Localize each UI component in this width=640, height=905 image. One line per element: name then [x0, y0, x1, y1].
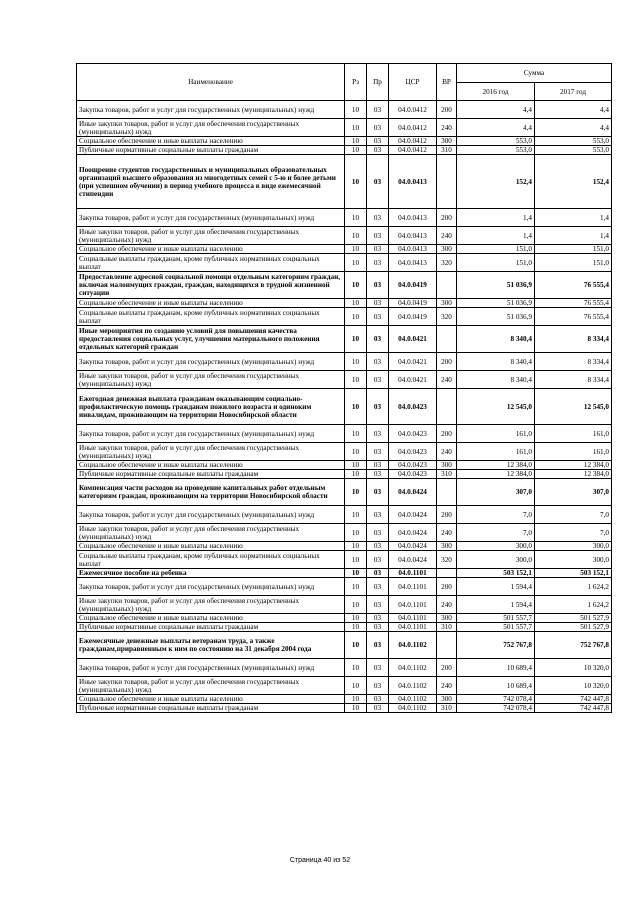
row-pr: 03 — [367, 209, 389, 227]
row-value-2016: 12 545,0 — [457, 389, 535, 425]
row-csr: 04.0.1102 — [389, 695, 437, 704]
row-vr: 300 — [437, 461, 457, 470]
row-value-2016: 8 340,4 — [457, 326, 535, 353]
table-row — [77, 623, 612, 632]
table-row — [77, 155, 612, 209]
row-value-2017: 503 152,1 — [535, 569, 612, 578]
row-name: Социальное обеспечение и иные выплаты населению — [77, 299, 345, 308]
row-name: Социальные выплаты гражданам, кроме публичных нормативных социальных выплат — [77, 254, 345, 272]
table-row — [77, 101, 612, 119]
row-pr: 03 — [367, 227, 389, 245]
table-row — [77, 542, 612, 551]
row-rz: 10 — [345, 254, 367, 272]
row-value-2017: 7,0 — [535, 506, 612, 524]
row-csr: 04.0.0412 — [389, 101, 437, 119]
row-csr: 04.0.0424 — [389, 479, 437, 506]
row-vr: 200 — [437, 101, 457, 119]
table-row — [77, 578, 612, 596]
row-vr: 300 — [437, 542, 457, 551]
budget-document — [76, 63, 611, 713]
row-value-2017: 76 555,4 — [535, 308, 612, 326]
row-value-2016: 503 152,1 — [457, 569, 535, 578]
row-value-2016: 161,0 — [457, 425, 535, 443]
row-value-2016: 161,0 — [457, 443, 535, 461]
table-row — [77, 704, 612, 713]
row-name: Закупка товаров, работ и услуг для государственных (муниципальных) нужд — [77, 209, 345, 227]
row-value-2017: 553,0 — [535, 146, 612, 155]
row-rz: 10 — [345, 632, 367, 659]
row-rz: 10 — [345, 578, 367, 596]
table-row — [77, 119, 612, 137]
row-rz: 10 — [345, 272, 367, 299]
row-pr: 03 — [367, 542, 389, 551]
row-value-2017: 12 384,0 — [535, 470, 612, 479]
row-rz: 10 — [345, 695, 367, 704]
row-csr: 04.0.0413 — [389, 254, 437, 272]
row-vr: 310 — [437, 623, 457, 632]
row-name: Социальное обеспечение и иные выплаты населению — [77, 542, 345, 551]
row-value-2017: 4,4 — [535, 119, 612, 137]
row-name: Иные закупки товаров, работ и услуг для обеспечения государственных (муниципальных) нужд — [77, 524, 345, 542]
row-value-2016: 1,4 — [457, 209, 535, 227]
row-name: Иные закупки товаров, работ и услуг для обеспечения государственных (муниципальных) нужд — [77, 596, 345, 614]
row-value-2016: 300,0 — [457, 551, 535, 569]
row-pr: 03 — [367, 704, 389, 713]
row-csr: 04.0.0423 — [389, 443, 437, 461]
row-vr — [437, 272, 457, 299]
row-rz: 10 — [345, 461, 367, 470]
table-row — [77, 479, 612, 506]
row-name: Социальное обеспечение и иные выплаты населению — [77, 137, 345, 146]
row-csr: 04.0.1102 — [389, 659, 437, 677]
row-value-2016: 10 689,4 — [457, 659, 535, 677]
row-value-2016: 1 594,4 — [457, 596, 535, 614]
row-value-2017: 10 320,0 — [535, 659, 612, 677]
row-value-2017: 553,0 — [535, 137, 612, 146]
row-value-2016: 501 557,7 — [457, 623, 535, 632]
row-csr: 04.0.0423 — [389, 461, 437, 470]
row-name: Ежегодная денежная выплата гражданам оказывающим социально-профилактическую помощь гражданам пожилого возраста и одиноким инвалидам, проживающим на территории Новосибирской области — [77, 389, 345, 425]
row-pr: 03 — [367, 479, 389, 506]
row-pr: 03 — [367, 578, 389, 596]
row-name: Иные закупки товаров, работ и услуг для обеспечения государственных (муниципальных) нужд — [77, 677, 345, 695]
header-csr: ЦСР — [389, 64, 437, 101]
row-value-2017: 8 334,4 — [535, 371, 612, 389]
row-value-2016: 12 384,0 — [457, 461, 535, 470]
row-csr: 04.0.1101 — [389, 623, 437, 632]
row-csr: 04.0.0412 — [389, 146, 437, 155]
row-vr: 300 — [437, 695, 457, 704]
row-pr: 03 — [367, 443, 389, 461]
row-csr: 04.0.1101 — [389, 569, 437, 578]
row-rz: 10 — [345, 479, 367, 506]
row-pr: 03 — [367, 101, 389, 119]
row-csr: 04.0.1101 — [389, 614, 437, 623]
row-name: Публичные нормативные социальные выплаты гражданам — [77, 470, 345, 479]
table-row — [77, 632, 612, 659]
row-csr: 04.0.0412 — [389, 119, 437, 137]
row-value-2016: 151,0 — [457, 254, 535, 272]
row-rz: 10 — [345, 542, 367, 551]
row-rz: 10 — [345, 569, 367, 578]
row-value-2016: 1,4 — [457, 227, 535, 245]
table-row — [77, 389, 612, 425]
row-value-2016: 4,4 — [457, 119, 535, 137]
row-rz: 10 — [345, 506, 367, 524]
row-value-2017: 76 555,4 — [535, 299, 612, 308]
row-rz: 10 — [345, 470, 367, 479]
row-vr: 200 — [437, 209, 457, 227]
row-name: Иные закупки товаров, работ и услуг для обеспечения государственных (муниципальных) нужд — [77, 443, 345, 461]
row-rz: 10 — [345, 425, 367, 443]
row-value-2017: 501 527,9 — [535, 623, 612, 632]
row-rz: 10 — [345, 614, 367, 623]
row-rz: 10 — [345, 101, 367, 119]
row-vr: 200 — [437, 425, 457, 443]
row-csr: 04.0.1102 — [389, 632, 437, 659]
row-pr: 03 — [367, 308, 389, 326]
row-vr: 240 — [437, 443, 457, 461]
row-csr: 04.0.0423 — [389, 425, 437, 443]
row-rz: 10 — [345, 326, 367, 353]
header-name: Наименование — [77, 64, 345, 101]
table-row — [77, 353, 612, 371]
row-vr: 310 — [437, 704, 457, 713]
row-vr: 240 — [437, 596, 457, 614]
row-pr: 03 — [367, 677, 389, 695]
row-name: Иные закупки товаров, работ и услуг для обеспечения государственных (муниципальных) нужд — [77, 371, 345, 389]
row-name: Социальное обеспечение и иные выплаты населению — [77, 695, 345, 704]
row-vr: 300 — [437, 614, 457, 623]
row-value-2017: 1,4 — [535, 209, 612, 227]
row-pr: 03 — [367, 659, 389, 677]
row-csr: 04.0.0424 — [389, 542, 437, 551]
row-value-2016: 151,0 — [457, 245, 535, 254]
row-value-2016: 300,0 — [457, 542, 535, 551]
row-pr: 03 — [367, 254, 389, 272]
header-sum: Сумма — [457, 64, 612, 83]
row-vr: 240 — [437, 227, 457, 245]
row-value-2016: 307,0 — [457, 479, 535, 506]
row-csr: 04.0.1102 — [389, 704, 437, 713]
row-value-2017: 742 447,8 — [535, 704, 612, 713]
row-name: Компенсация части расходов на проведение капитальных работ отдельным категориям граждан, проживающим на территории Новосибирской области — [77, 479, 345, 506]
row-name: Публичные нормативные социальные выплаты гражданам — [77, 623, 345, 632]
row-csr: 04.0.0413 — [389, 245, 437, 254]
row-rz: 10 — [345, 137, 367, 146]
row-vr: 240 — [437, 119, 457, 137]
row-rz: 10 — [345, 389, 367, 425]
row-value-2016: 501 557,7 — [457, 614, 535, 623]
row-value-2017: 1 624,2 — [535, 596, 612, 614]
table-row — [77, 299, 612, 308]
row-csr: 04.0.0423 — [389, 470, 437, 479]
row-vr: 320 — [437, 551, 457, 569]
row-value-2016: 742 078,4 — [457, 695, 535, 704]
row-pr: 03 — [367, 524, 389, 542]
row-vr: 300 — [437, 299, 457, 308]
row-name: Закупка товаров, работ и услуг для государственных (муниципальных) нужд — [77, 425, 345, 443]
row-value-2017: 76 555,4 — [535, 272, 612, 299]
row-value-2017: 300,0 — [535, 551, 612, 569]
table-row — [77, 326, 612, 353]
page-footer: Страница 40 из 52 — [289, 857, 351, 864]
row-csr: 04.0.0421 — [389, 353, 437, 371]
row-csr: 04.0.0424 — [389, 524, 437, 542]
row-vr — [437, 479, 457, 506]
row-csr: 04.0.0419 — [389, 299, 437, 308]
row-vr: 300 — [437, 137, 457, 146]
row-vr: 200 — [437, 578, 457, 596]
row-value-2017: 742 447,8 — [535, 695, 612, 704]
row-value-2017: 8 334,4 — [535, 326, 612, 353]
row-value-2017: 10 320,0 — [535, 677, 612, 695]
row-value-2016: 10 689,4 — [457, 677, 535, 695]
row-pr: 03 — [367, 695, 389, 704]
row-csr: 04.0.0419 — [389, 272, 437, 299]
row-value-2016: 51 036,9 — [457, 299, 535, 308]
row-csr: 04.0.1102 — [389, 677, 437, 695]
row-pr: 03 — [367, 623, 389, 632]
table-row — [77, 425, 612, 443]
row-rz: 10 — [345, 155, 367, 209]
row-name: Ежемесячные денежные выплаты ветеранам труда, а также гражданам,приравненным к ним по состоянию на 31 декабря 2004 года — [77, 632, 345, 659]
row-value-2016: 4,4 — [457, 101, 535, 119]
table-row — [77, 659, 612, 677]
row-value-2017: 300,0 — [535, 542, 612, 551]
row-pr: 03 — [367, 353, 389, 371]
table-row — [77, 371, 612, 389]
table-row — [77, 254, 612, 272]
row-csr: 04.0.1101 — [389, 578, 437, 596]
row-value-2017: 307,0 — [535, 479, 612, 506]
table-row — [77, 227, 612, 245]
row-name: Социальное обеспечение и иные выплаты населению — [77, 614, 345, 623]
row-value-2017: 752 767,8 — [535, 632, 612, 659]
row-csr: 04.0.0412 — [389, 137, 437, 146]
table-row — [77, 245, 612, 254]
row-value-2016: 51 036,9 — [457, 308, 535, 326]
row-pr: 03 — [367, 632, 389, 659]
row-name: Иные мероприятия по созданию условий для повышения качества предоставления социальных услуг, улучшения материального положения отдельных категорий граждан — [77, 326, 345, 353]
row-value-2017: 4,4 — [535, 101, 612, 119]
table-row — [77, 506, 612, 524]
budget-table — [76, 63, 612, 713]
table-row — [77, 272, 612, 299]
row-vr: 300 — [437, 245, 457, 254]
table-row — [77, 569, 612, 578]
row-csr: 04.0.0423 — [389, 389, 437, 425]
table-row — [77, 614, 612, 623]
row-name: Иные закупки товаров, работ и услуг для обеспечения государственных (муниципальных) нужд — [77, 227, 345, 245]
row-vr: 240 — [437, 524, 457, 542]
row-pr: 03 — [367, 506, 389, 524]
row-csr: 04.0.1101 — [389, 596, 437, 614]
table-row — [77, 146, 612, 155]
header-vr: ВР — [437, 64, 457, 101]
row-vr — [437, 155, 457, 209]
row-rz: 10 — [345, 524, 367, 542]
row-value-2017: 501 527,9 — [535, 614, 612, 623]
table-row — [77, 443, 612, 461]
row-name: Закупка товаров, работ и услуг для государственных (муниципальных) нужд — [77, 506, 345, 524]
row-pr: 03 — [367, 146, 389, 155]
row-pr: 03 — [367, 596, 389, 614]
row-value-2016: 7,0 — [457, 524, 535, 542]
table-row — [77, 677, 612, 695]
header-pr: Пр — [367, 64, 389, 101]
row-vr: 240 — [437, 677, 457, 695]
row-value-2017: 7,0 — [535, 524, 612, 542]
header-2016: 2016 год — [457, 83, 535, 101]
row-pr: 03 — [367, 470, 389, 479]
row-name: Закупка товаров, работ и услуг для государственных (муниципальных) нужд — [77, 578, 345, 596]
row-rz: 10 — [345, 623, 367, 632]
row-vr — [437, 632, 457, 659]
row-vr — [437, 569, 457, 578]
row-pr: 03 — [367, 389, 389, 425]
table-body — [77, 101, 612, 713]
row-value-2016: 51 036,9 — [457, 272, 535, 299]
row-value-2016: 752 767,8 — [457, 632, 535, 659]
header-rz: Рз — [345, 64, 367, 101]
row-name: Социальное обеспечение и иные выплаты населению — [77, 245, 345, 254]
row-pr: 03 — [367, 272, 389, 299]
row-vr — [437, 326, 457, 353]
row-rz: 10 — [345, 596, 367, 614]
row-rz: 10 — [345, 119, 367, 137]
row-value-2017: 161,0 — [535, 443, 612, 461]
row-rz: 10 — [345, 353, 367, 371]
row-value-2016: 553,0 — [457, 146, 535, 155]
row-name: Закупка товаров, работ и услуг для государственных (муниципальных) нужд — [77, 659, 345, 677]
row-pr: 03 — [367, 425, 389, 443]
row-rz: 10 — [345, 308, 367, 326]
table-row — [77, 695, 612, 704]
row-value-2017: 161,0 — [535, 425, 612, 443]
row-csr: 04.0.0424 — [389, 506, 437, 524]
row-value-2017: 8 334,4 — [535, 353, 612, 371]
row-value-2016: 152,4 — [457, 155, 535, 209]
row-pr: 03 — [367, 371, 389, 389]
row-name: Социальное обеспечение и иные выплаты населению — [77, 461, 345, 470]
row-rz: 10 — [345, 704, 367, 713]
row-pr: 03 — [367, 614, 389, 623]
row-pr: 03 — [367, 155, 389, 209]
row-pr: 03 — [367, 461, 389, 470]
row-name: Предоставление адресной социальной помощи отдельным категориям граждан, включая малоимущих граждан, граждан, находящихся в трудной жизненной ситуации — [77, 272, 345, 299]
row-pr: 03 — [367, 299, 389, 308]
row-vr: 320 — [437, 254, 457, 272]
row-rz: 10 — [345, 659, 367, 677]
table-row — [77, 551, 612, 569]
row-value-2017: 1 624,2 — [535, 578, 612, 596]
row-csr: 04.0.0419 — [389, 308, 437, 326]
row-name: Иные закупки товаров, работ и услуг для обеспечения государственных (муниципальных) нужд — [77, 119, 345, 137]
row-value-2017: 151,0 — [535, 254, 612, 272]
row-value-2016: 8 340,4 — [457, 371, 535, 389]
row-rz: 10 — [345, 443, 367, 461]
row-rz: 10 — [345, 551, 367, 569]
row-name: Закупка товаров, работ и услуг для государственных (муниципальных) нужд — [77, 353, 345, 371]
row-name: Поощрение студентов государственных и муниципальных образовательных организаций высшего образования из многодетных семей с 5-ю и более детьми (при успешном обучении) в период учебного процесса в виде ежемесячной стипендии — [77, 155, 345, 209]
header-2017: 2017 год — [535, 83, 612, 101]
row-name: Публичные нормативные социальные выплаты гражданам — [77, 146, 345, 155]
row-rz: 10 — [345, 299, 367, 308]
row-value-2017: 1,4 — [535, 227, 612, 245]
row-value-2017: 12 384,0 — [535, 461, 612, 470]
row-rz: 10 — [345, 245, 367, 254]
row-vr: 240 — [437, 371, 457, 389]
row-pr: 03 — [367, 326, 389, 353]
row-value-2017: 151,0 — [535, 245, 612, 254]
row-value-2016: 553,0 — [457, 137, 535, 146]
row-name: Ежемесячное пособие на ребенка — [77, 569, 345, 578]
row-rz: 10 — [345, 146, 367, 155]
table-row — [77, 524, 612, 542]
row-pr: 03 — [367, 245, 389, 254]
row-csr: 04.0.0413 — [389, 209, 437, 227]
row-rz: 10 — [345, 227, 367, 245]
row-vr: 310 — [437, 146, 457, 155]
row-name: Закупка товаров, работ и услуг для государственных (муниципальных) нужд — [77, 101, 345, 119]
row-vr: 200 — [437, 506, 457, 524]
row-csr: 04.0.0421 — [389, 371, 437, 389]
row-pr: 03 — [367, 569, 389, 578]
row-csr: 04.0.0421 — [389, 326, 437, 353]
row-vr: 200 — [437, 353, 457, 371]
row-value-2017: 12 545,0 — [535, 389, 612, 425]
row-pr: 03 — [367, 119, 389, 137]
row-rz: 10 — [345, 209, 367, 227]
row-vr: 200 — [437, 659, 457, 677]
row-value-2016: 1 594,4 — [457, 578, 535, 596]
row-value-2016: 12 384,0 — [457, 470, 535, 479]
table-row — [77, 137, 612, 146]
row-value-2016: 742 078,4 — [457, 704, 535, 713]
row-vr: 310 — [437, 470, 457, 479]
row-value-2016: 7,0 — [457, 506, 535, 524]
row-value-2017: 152,4 — [535, 155, 612, 209]
row-csr: 04.0.0413 — [389, 227, 437, 245]
row-pr: 03 — [367, 137, 389, 146]
row-name: Публичные нормативные социальные выплаты гражданам — [77, 704, 345, 713]
row-rz: 10 — [345, 371, 367, 389]
row-vr: 320 — [437, 308, 457, 326]
row-name: Социальные выплаты гражданам, кроме публичных нормативных социальных выплат — [77, 551, 345, 569]
table-row — [77, 470, 612, 479]
row-value-2016: 8 340,4 — [457, 353, 535, 371]
table-row — [77, 209, 612, 227]
row-csr: 04.0.0413 — [389, 155, 437, 209]
row-rz: 10 — [345, 677, 367, 695]
table-row — [77, 308, 612, 326]
row-pr: 03 — [367, 551, 389, 569]
row-name: Социальные выплаты гражданам, кроме публичных нормативных социальных выплат — [77, 308, 345, 326]
table-row — [77, 461, 612, 470]
table-row — [77, 596, 612, 614]
row-vr — [437, 389, 457, 425]
row-csr: 04.0.0424 — [389, 551, 437, 569]
